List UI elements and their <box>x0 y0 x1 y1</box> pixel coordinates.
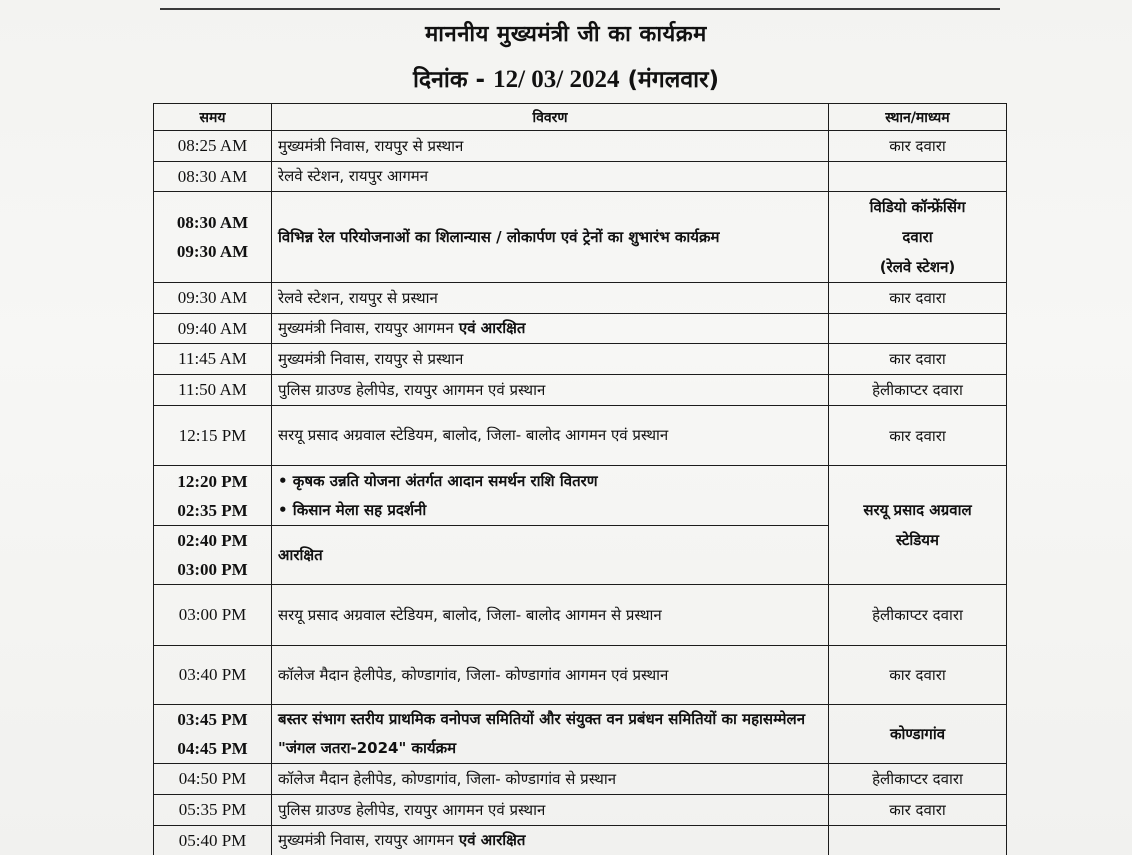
row-place <box>829 192 1007 283</box>
row-place <box>829 826 1007 855</box>
date-value: 12/ 03/ 2024 <box>493 66 620 93</box>
place-line: सरयू प्रसाद अग्रवाल <box>863 501 972 519</box>
table-row <box>154 585 1007 646</box>
header-description: विवरण <box>272 104 829 131</box>
row-time: 11:50 AM <box>154 375 272 406</box>
table-row <box>154 705 1007 764</box>
row-place <box>829 162 1007 192</box>
desc-bold: एवं आरक्षित <box>453 319 526 337</box>
table-row <box>154 344 1007 375</box>
row-description: सरयू प्रसाद अग्रवाल स्टेडियम, बालोद, जिला- बालोद आगमन एवं प्रस्थान <box>272 406 829 466</box>
place-line: स्टेडियम <box>896 531 939 549</box>
bullet-item: • कृषक उन्नति योजना अंतर्गत आदान समर्थन राशि वितरण <box>278 471 598 490</box>
row-place: कार दवारा <box>829 131 1007 162</box>
table-row <box>154 795 1007 826</box>
row-description <box>272 466 829 526</box>
row-time: 12:15 PM <box>154 406 272 466</box>
table-row <box>154 283 1007 314</box>
date-line <box>0 62 1132 94</box>
row-place <box>829 314 1007 344</box>
page-title: माननीय मुख्यमंत्री जी का कार्यक्रम <box>425 22 707 47</box>
place-line: (रेलवे स्टेशन) <box>879 258 956 276</box>
row-place-merged <box>829 466 1007 585</box>
row-description: कॉलेज मैदान हेलीपेड, कोण्डागांव, जिला- कोण्डागांव से प्रस्थान <box>272 764 829 795</box>
row-description <box>272 314 829 344</box>
table-row <box>154 764 1007 795</box>
table-header-row <box>154 104 1007 131</box>
row-time-start: 02:40 PM <box>177 531 248 550</box>
row-time-end: 03:00 PM <box>177 560 248 579</box>
row-time: 04:50 PM <box>154 764 272 795</box>
row-time-end: 04:45 PM <box>177 739 248 758</box>
row-place: कार दवारा <box>829 795 1007 826</box>
table-row <box>154 162 1007 192</box>
row-description: सरयू प्रसाद अग्रवाल स्टेडियम, बालोद, जिला- बालोद आगमन से प्रस्थान <box>272 585 829 646</box>
row-place: कार दवारा <box>829 406 1007 466</box>
place-line: विडियो कॉन्फ्रेंसिंग <box>869 198 966 216</box>
row-place: कार दवारा <box>829 283 1007 314</box>
row-time-range <box>154 526 272 585</box>
header-place: स्थान/माध्यम <box>829 104 1007 131</box>
row-time-range <box>154 192 272 283</box>
row-time: 11:45 AM <box>154 344 272 375</box>
row-time: 09:30 AM <box>154 283 272 314</box>
table-row <box>154 646 1007 705</box>
row-place: हेलीकाप्टर दवारा <box>829 585 1007 646</box>
date-separator: - <box>475 67 486 93</box>
table-row <box>154 826 1007 855</box>
row-description: पुलिस ग्राउण्ड हेलीपेड, रायपुर आगमन एवं प्रस्थान <box>272 375 829 406</box>
table-row <box>154 192 1007 283</box>
row-description: विभिन्न रेल परियोजनाओं का शिलान्यास / लोकार्पण एवं ट्रेनों का शुभारंभ कार्यक्रम <box>272 192 829 283</box>
row-time: 05:40 PM <box>154 826 272 855</box>
row-time: 03:40 PM <box>154 646 272 705</box>
row-description: रेलवे स्टेशन, रायपुर आगमन <box>272 162 829 192</box>
row-time-range <box>154 466 272 526</box>
row-description: आरक्षित <box>272 526 829 585</box>
bullet-item: • किसान मेला सह प्रदर्शनी <box>278 500 427 519</box>
table-row <box>154 314 1007 344</box>
row-description: कॉलेज मैदान हेलीपेड, कोण्डागांव, जिला- कोण्डागांव आगमन एवं प्रस्थान <box>272 646 829 705</box>
row-description: रेलवे स्टेशन, रायपुर से प्रस्थान <box>272 283 829 314</box>
desc-normal: मुख्यमंत्री निवास, रायपुर आगमन <box>278 831 454 849</box>
row-description: बस्तर संभाग स्तरीय प्राथमिक वनोपज समितियों और संयुक्त वन प्रबंधन समितियों का महासम्मेलन "जंगल जतरा-2024" कार्यक्रम <box>272 705 829 764</box>
row-description <box>272 826 829 855</box>
row-time-end: 09:30 AM <box>176 242 249 261</box>
row-place: कार दवारा <box>829 344 1007 375</box>
row-time-start: 12:20 PM <box>177 471 248 491</box>
row-place: हेलीकाप्टर दवारा <box>829 764 1007 795</box>
desc-bold: एवं आरक्षित <box>453 831 526 849</box>
row-place: कार दवारा <box>829 646 1007 705</box>
row-time: 08:25 AM <box>154 131 272 162</box>
row-time: 09:40 AM <box>154 314 272 344</box>
header-time: समय <box>154 104 272 131</box>
date-label: दिनांक <box>412 67 468 93</box>
row-time-range <box>154 705 272 764</box>
row-time-end: 02:35 PM <box>177 500 248 520</box>
row-place: कोण्डागांव <box>829 705 1007 764</box>
row-time-start: 03:45 PM <box>177 710 248 729</box>
row-place: हेलीकाप्टर दवारा <box>829 375 1007 406</box>
row-time: 08:30 AM <box>154 162 272 192</box>
date-weekday: (मंगलवार) <box>627 67 720 93</box>
row-time-start: 08:30 AM <box>176 213 249 232</box>
table-row <box>154 375 1007 406</box>
table-row <box>154 131 1007 162</box>
schedule-table <box>153 103 1007 855</box>
row-description: मुख्यमंत्री निवास, रायपुर से प्रस्थान <box>272 131 829 162</box>
top-rule <box>160 8 1000 10</box>
table-row <box>154 406 1007 466</box>
table-row <box>154 466 1007 526</box>
place-line: दवारा <box>902 228 933 246</box>
row-time: 05:35 PM <box>154 795 272 826</box>
row-description: मुख्यमंत्री निवास, रायपुर से प्रस्थान <box>272 344 829 375</box>
desc-normal: मुख्यमंत्री निवास, रायपुर आगमन <box>278 319 454 337</box>
row-description: पुलिस ग्राउण्ड हेलीपेड, रायपुर आगमन एवं प्रस्थान <box>272 795 829 826</box>
row-time: 03:00 PM <box>154 585 272 646</box>
